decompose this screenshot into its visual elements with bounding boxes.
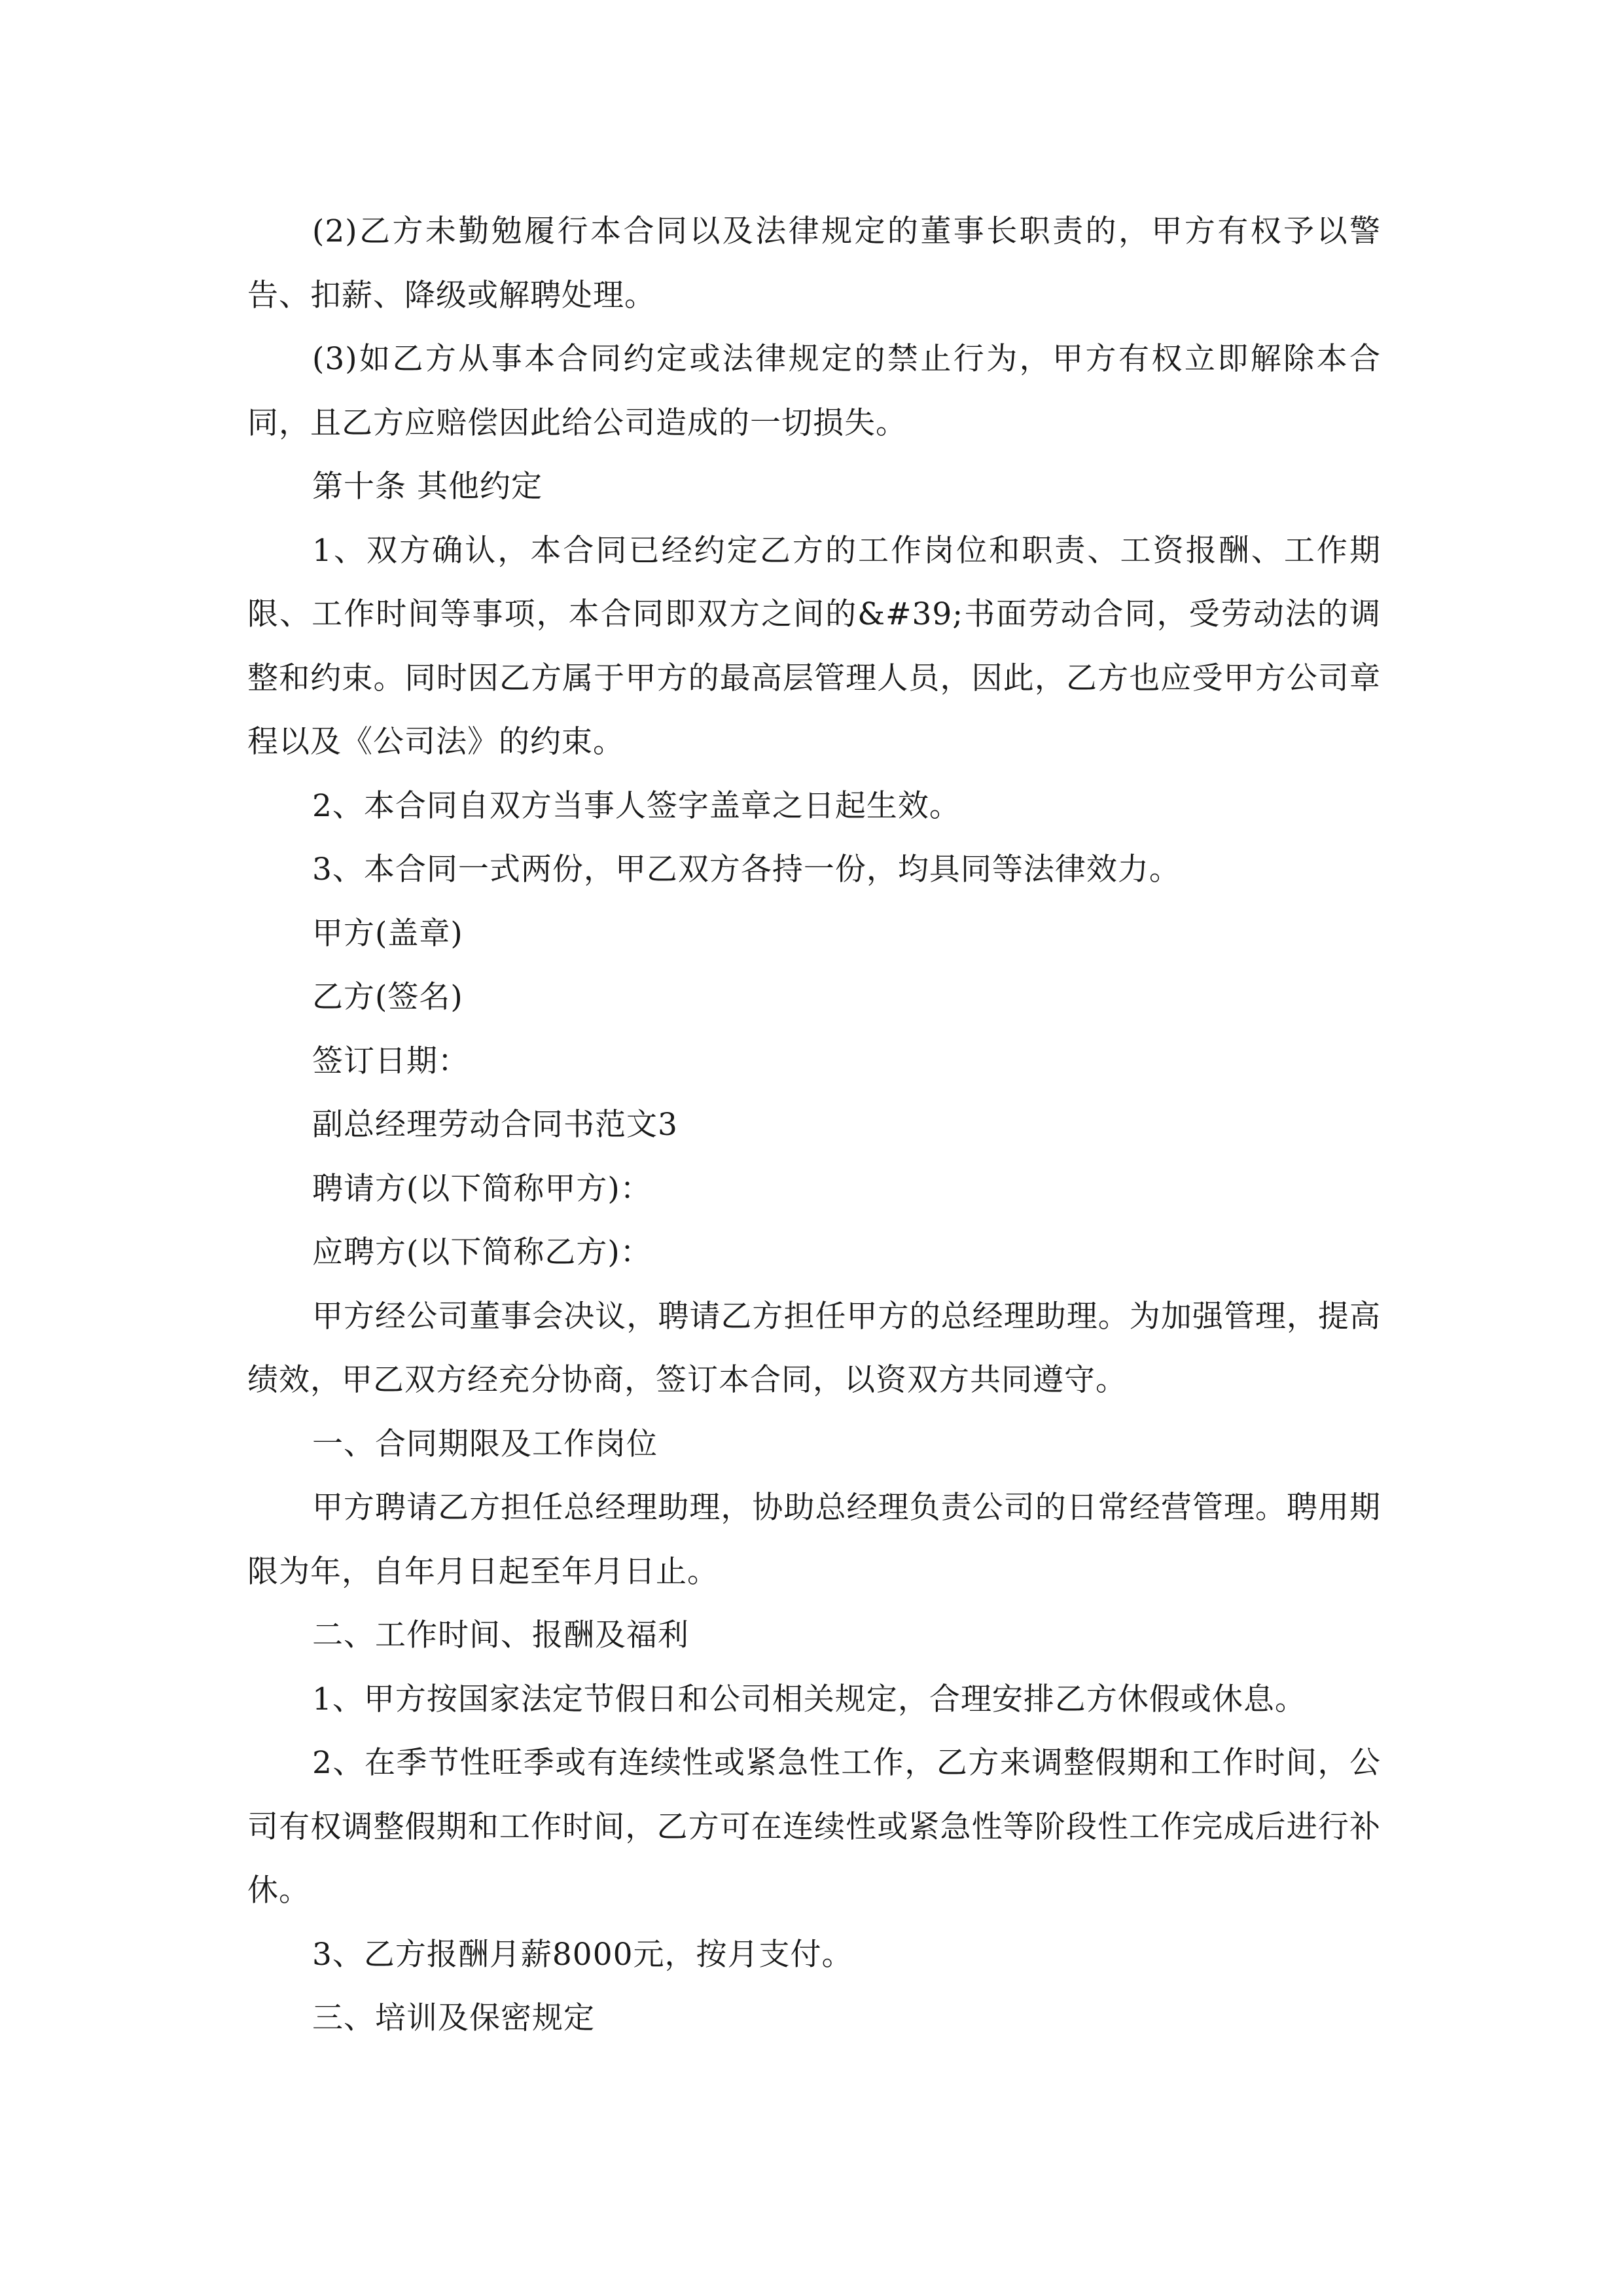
paragraph-term: 甲方聘请乙方担任总经理助理，协助总经理负责公司的日常经营管理。聘用期限为年，自年月日起至年月日止。 <box>247 1490 1381 1590</box>
document-subtitle: 副总经理劳动合同书范文3 <box>312 1107 678 1143</box>
section-heading-hours-pay: 二、工作时间、报酬及福利 <box>312 1617 689 1653</box>
paragraph-effective-date: 2、本合同自双方当事人签字盖章之日起生效。 <box>312 787 961 824</box>
paragraph-salary: 3、乙方报酬月薪8000元，按月支付。 <box>312 1936 853 1973</box>
paragraph-preamble: 甲方经公司董事会决议，聘请乙方担任甲方的总经理助理。为加强管理，提高绩效，甲乙双方经充分协商，签订本合同，以资双方共同遵守。 <box>247 1298 1381 1398</box>
party-b-line: 应聘方(以下简称乙方)： <box>312 1234 652 1270</box>
paragraph-confirmation: 1、双方确认，本合同已经约定乙方的工作岗位和职责、工资报酬、工作期限、工作时间等事项，本合同即双方之间的&#39;书面劳动合同，受劳动法的调整和约束。同时因乙方属于甲方的最高层管理人员，因此，乙方也应受甲方公司章程以及《公司法》的约束。 <box>247 532 1381 760</box>
section-heading-article-10: 第十条 其他约定 <box>312 469 543 505</box>
section-heading-term: 一、合同期限及工作岗位 <box>312 1426 658 1462</box>
paragraph-clause-3: (3)如乙方从事本合同约定或法律规定的禁止行为，甲方有权立即解除本合同，且乙方应赔偿因此给公司造成的一切损失。 <box>247 341 1381 441</box>
paragraph-peak-season: 2、在季节性旺季或有连续性或紧急性工作，乙方来调整假期和工作时间，公司有权调整假期和工作时间，乙方可在连续性或紧急性等阶段性工作完成后进行补休。 <box>247 1745 1381 1909</box>
section-heading-training: 三、培训及保密规定 <box>312 2000 595 2036</box>
signing-date: 签订日期： <box>312 1043 469 1079</box>
party-a-line: 聘请方(以下简称甲方)： <box>312 1170 652 1207</box>
paragraph-copies: 3、本合同一式两份，甲乙双方各持一份，均具同等法律效力。 <box>312 852 1181 888</box>
document-body <box>247 200 1381 2051</box>
signature-party-a: 甲方(盖章) <box>312 915 463 952</box>
paragraph-holidays: 1、甲方按国家法定节假日和公司相关规定，合理安排乙方休假或休息。 <box>312 1681 1306 1717</box>
paragraph-clause-2: (2)乙方未勤勉履行本合同以及法律规定的董事长职责的，甲方有权予以警告、扣薪、降级或解聘处理。 <box>247 213 1381 314</box>
signature-party-b: 乙方(签名) <box>312 979 463 1015</box>
